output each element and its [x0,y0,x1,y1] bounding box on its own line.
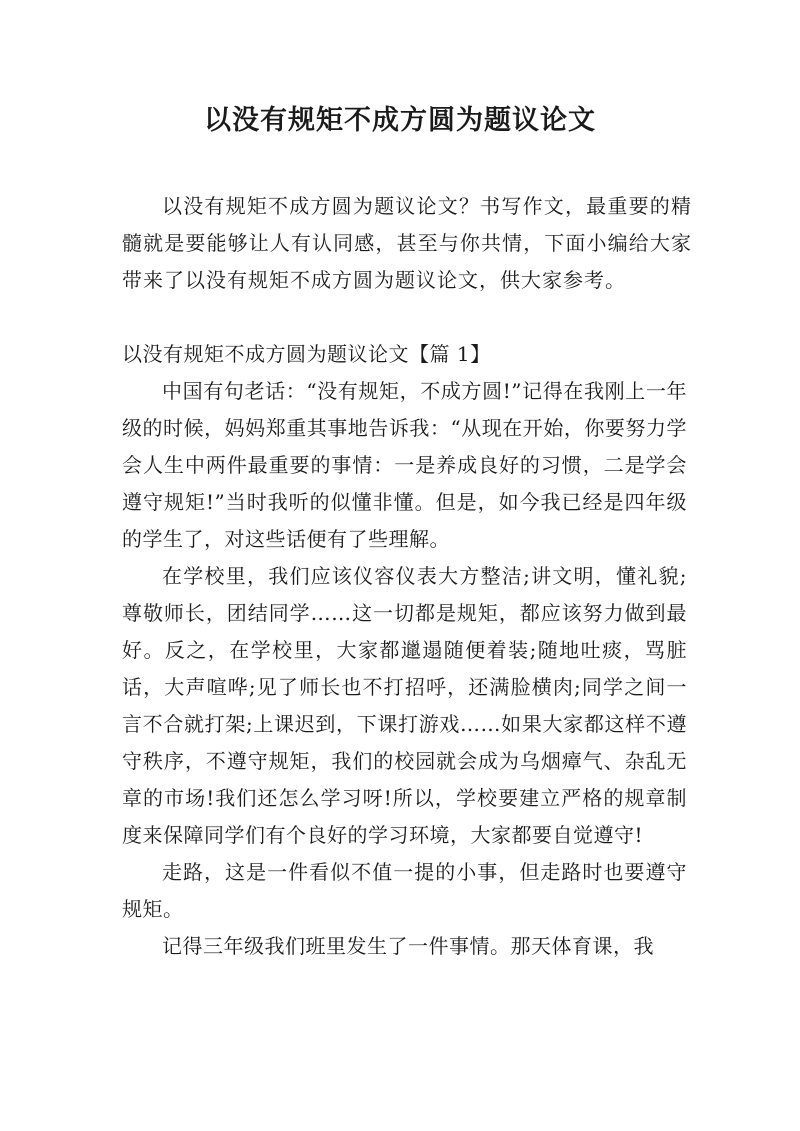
section-heading: 以没有规矩不成方圆为题议论文【篇 1】 [122,342,491,366]
body-paragraph: 中国有句老话：“没有规矩，不成方圆!”记得在我刚上一年级的时候，妈妈郑重其事地告诉我：“从现在开始，你要努力学会人生中两件最重要的事情：一是养成良好的习惯，二是学会遵守规矩!”当时我听的似懂非懂。但是，如今我已经是四年级的学生了，对这些话便有了些理解。 [122,379,687,551]
document-title: 以没有规矩不成方圆为题议论文 [204,105,596,136]
body-paragraph: 在学校里，我们应该仪容仪表大方整洁;讲文明，懂礼貌;尊敬师长，团结同学……这一切都是规矩，都应该努力做到最好。反之，在学校里，大家都邋遢随便着装;随地吐痰，骂脏话，大声喧哗;见了师长也不打招呼，还满脸横肉;同学之间一言不合就打架;上课迟到，下课打游戏……如果大家都这样不遵守秩序，不遵守规矩，我们的校园就会成为乌烟瘴气、杂乱无章的市场!我们还怎么学习呀!所以，学校要建立严格的规章制度来保障同学们有个良好的学习环境，大家都要自觉遵守! [122,564,687,847]
body-paragraph: 走路，这是一件看似不值一提的小事，但走路时也要遵守规矩。 [122,860,687,921]
intro-paragraph: 以没有规矩不成方圆为题议论文？书写作文，最重要的精髓就是要能够让人有认同感，甚至与你共情，下面小编给大家带来了以没有规矩不成方圆为题议论文，供大家参考。 [122,194,692,292]
body-paragraph: 记得三年级我们班里发生了一件事情。那天体育课，我 [162,934,654,958]
essay-section [122,336,687,965]
